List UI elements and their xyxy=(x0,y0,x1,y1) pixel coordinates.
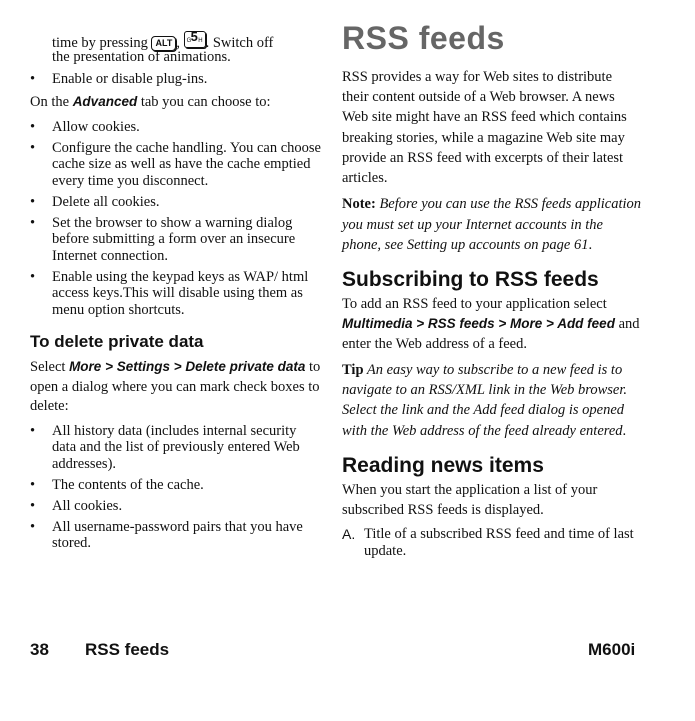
footer-model-name: M600i xyxy=(588,640,636,659)
rss-intro: RSS provides a way for Web sites to distribute their content outside of a Web browser. A news Web site might have an RSS feed which contains breaking stories, while a magazine Web site may provide an RSS feed with excerpts of their latest articles. xyxy=(342,69,627,187)
callout-label: A. xyxy=(342,525,356,542)
subscribing-text: To add an RSS feed to your application select Multimedia > RSS feeds > More > Add feed and enter the Web address of a feed. xyxy=(342,295,640,352)
list-item: • Set the browser to show a warning dialog before submitting a form over an insecure Internet connection. xyxy=(30,215,324,265)
page-title: RSS feeds xyxy=(342,20,505,56)
note: Note: Before you can use the RSS feeds application you must set up your Internet accounts in the phone, see Setting up accounts on page 61. xyxy=(342,196,642,254)
intro-text: time by pressing xyxy=(52,35,148,51)
left-column xyxy=(30,0,324,556)
list-item: • Allow cookies. xyxy=(30,119,324,136)
footer-section-title: RSS feeds xyxy=(85,640,170,659)
subscribe-menu-path: Multimedia > RSS feeds > More > Add feed xyxy=(342,315,615,331)
subscribing-heading: Subscribing to RSS feeds xyxy=(342,267,599,291)
list-item: • Enable or disable plug-ins. xyxy=(30,71,324,88)
callout-item-a xyxy=(342,526,642,560)
page-number: 38 xyxy=(30,640,49,659)
delete-heading: To delete private data xyxy=(30,332,204,351)
alt-key-icon: ALT xyxy=(151,36,176,51)
advanced-tab-label: Advanced xyxy=(72,94,138,109)
delete-instructions: Select More > Settings > Delete private data to open a dialog where you can mark check boxes to delete: xyxy=(30,359,321,414)
list-item: • All username-password pairs that you have stored. xyxy=(30,519,324,552)
reading-text: When you start the application a list of your subscribed RSS feeds is displayed. xyxy=(342,481,598,518)
tip: Tip An easy way to subscribe to a new feed is to navigate to an RSS/XML link in the Web browser. Select the link and the Add feed dialog is opened with the Web address of the feed already entered. xyxy=(342,361,628,439)
list-item: • All cookies. xyxy=(30,498,324,515)
five-key-icon: 5 G H xyxy=(184,31,206,48)
intro-continuation-line-2: the presentation of animations. xyxy=(52,48,231,65)
callout-text: Title of a subscribed RSS feed and time of last update. xyxy=(364,525,634,559)
delete-list xyxy=(30,423,324,552)
reading-heading: Reading news items xyxy=(342,453,544,477)
list-item: • Delete all cookies. xyxy=(30,194,324,211)
list-item: • Enable using the keypad keys as WAP/ html access keys.This will disable using them as menu option shortcuts. xyxy=(30,269,324,319)
right-column xyxy=(342,0,642,560)
delete-menu-path: More > Settings > Delete private data xyxy=(69,359,306,374)
advanced-list xyxy=(30,119,324,319)
list-item: • The contents of the cache. xyxy=(30,477,324,494)
list-item: • All history data (includes internal security data and the list of previously entered Web addresses). xyxy=(30,423,324,473)
intro-continuation: time by pressing ALT , 5 G H . Switch off xyxy=(52,29,274,51)
advanced-intro: On the Advanced tab you can choose to: xyxy=(30,94,271,110)
list-item: • Configure the cache handling. You can choose cache size as well as have the cache emptied every time you disconnect. xyxy=(30,140,324,190)
